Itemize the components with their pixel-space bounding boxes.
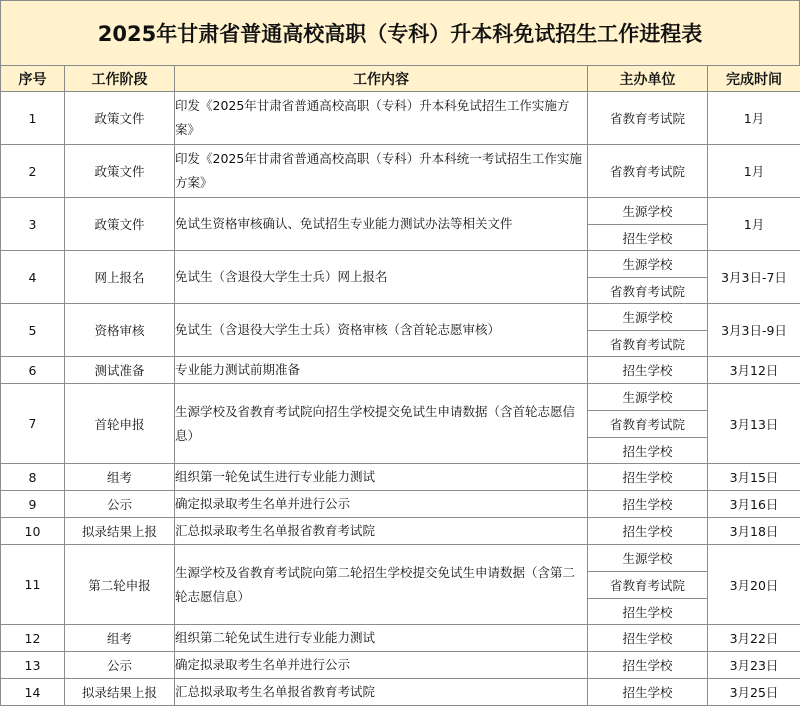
row-org: 招生学校 [588,357,708,384]
row-stage: 政策文件 [65,92,175,145]
row-stage: 政策文件 [65,145,175,198]
row-org: 生源学校 [588,384,708,411]
row-number: 6 [1,357,65,384]
row-time: 3月25日 [708,679,800,706]
row-content: 免试生（含退役大学生士兵）网上报名 [175,251,588,304]
table-body [1,92,800,706]
table-row [1,198,800,225]
row-stage: 拟录结果上报 [65,679,175,706]
row-time: 3月12日 [708,357,800,384]
row-number: 13 [1,652,65,679]
row-org: 省教育考试院 [588,92,708,145]
row-stage: 组考 [65,464,175,491]
row-time: 3月23日 [708,652,800,679]
row-org: 招生学校 [588,225,708,251]
table-row [1,145,800,198]
table-row [1,652,800,679]
row-org: 生源学校 [588,198,708,225]
row-time: 1月 [708,92,800,145]
row-org: 招生学校 [588,438,708,464]
row-content: 印发《2025年甘肃省普通高校高职（专科）升本科统一考试招生工作实施方案》 [175,145,588,198]
row-content: 印发《2025年甘肃省普通高校高职（专科）升本科免试招生工作实施方案》 [175,92,588,145]
row-stage: 第二轮申报 [65,545,175,625]
row-org: 生源学校 [588,251,708,278]
row-content: 确定拟录取考生名单并进行公示 [175,491,588,518]
row-time: 3月13日 [708,384,800,464]
row-stage: 公示 [65,652,175,679]
row-stage: 测试准备 [65,357,175,384]
row-org: 省教育考试院 [588,278,708,304]
table-row [1,357,800,384]
row-content: 免试生资格审核确认、免试招生专业能力测试办法等相关文件 [175,198,588,251]
row-org: 招生学校 [588,491,708,518]
row-number: 10 [1,518,65,545]
table-row [1,92,800,145]
row-time: 3月20日 [708,545,800,625]
row-content: 汇总拟录取考生名单报省教育考试院 [175,679,588,706]
table-row [1,545,800,572]
table-row [1,304,800,331]
row-content: 汇总拟录取考生名单报省教育考试院 [175,518,588,545]
row-time: 1月 [708,198,800,251]
table-row [1,625,800,652]
row-stage: 资格审核 [65,304,175,357]
row-org: 招生学校 [588,464,708,491]
row-org: 省教育考试院 [588,572,708,599]
row-number: 5 [1,304,65,357]
row-org: 省教育考试院 [588,145,708,198]
row-number: 1 [1,92,65,145]
row-time: 1月 [708,145,800,198]
row-org: 招生学校 [588,652,708,679]
row-content: 生源学校及省教育考试院向招生学校提交免试生申请数据（含首轮志愿信息） [175,384,588,464]
row-time: 3月22日 [708,625,800,652]
row-stage: 拟录结果上报 [65,518,175,545]
header-org: 主办单位 [588,66,708,92]
row-org: 省教育考试院 [588,411,708,438]
row-stage: 网上报名 [65,251,175,304]
row-org: 招生学校 [588,599,708,625]
schedule-table [0,65,800,706]
row-org: 省教育考试院 [588,331,708,357]
row-content: 生源学校及省教育考试院向第二轮招生学校提交免试生申请数据（含第二轮志愿信息） [175,545,588,625]
row-content: 组织第二轮免试生进行专业能力测试 [175,625,588,652]
row-time: 3月3日-9日 [708,304,800,357]
table-header-row [1,66,800,92]
row-time: 3月15日 [708,464,800,491]
table-row [1,679,800,706]
table-row [1,518,800,545]
row-time: 3月3日-7日 [708,251,800,304]
table-row [1,464,800,491]
row-stage: 组考 [65,625,175,652]
table-row [1,251,800,278]
row-number: 3 [1,198,65,251]
row-content: 组织第一轮免试生进行专业能力测试 [175,464,588,491]
row-number: 8 [1,464,65,491]
header-time: 完成时间 [708,66,800,92]
row-number: 12 [1,625,65,652]
row-org: 招生学校 [588,625,708,652]
header-no: 序号 [1,66,65,92]
row-number: 14 [1,679,65,706]
table-row [1,384,800,411]
row-number: 2 [1,145,65,198]
row-number: 7 [1,384,65,464]
row-org: 生源学校 [588,545,708,572]
table-row [1,491,800,518]
row-org: 生源学校 [588,304,708,331]
header-stage: 工作阶段 [65,66,175,92]
row-stage: 公示 [65,491,175,518]
row-org: 招生学校 [588,518,708,545]
row-number: 9 [1,491,65,518]
row-content: 确定拟录取考生名单并进行公示 [175,652,588,679]
row-time: 3月18日 [708,518,800,545]
row-number: 11 [1,545,65,625]
row-content: 专业能力测试前期准备 [175,357,588,384]
row-stage: 首轮申报 [65,384,175,464]
row-stage: 政策文件 [65,198,175,251]
row-org: 招生学校 [588,679,708,706]
row-content: 免试生（含退役大学生士兵）资格审核（含首轮志愿审核） [175,304,588,357]
row-time: 3月16日 [708,491,800,518]
page-title: 2025年甘肃省普通高校高职（专科）升本科免试招生工作进程表 [0,0,800,65]
header-content: 工作内容 [175,66,588,92]
row-number: 4 [1,251,65,304]
